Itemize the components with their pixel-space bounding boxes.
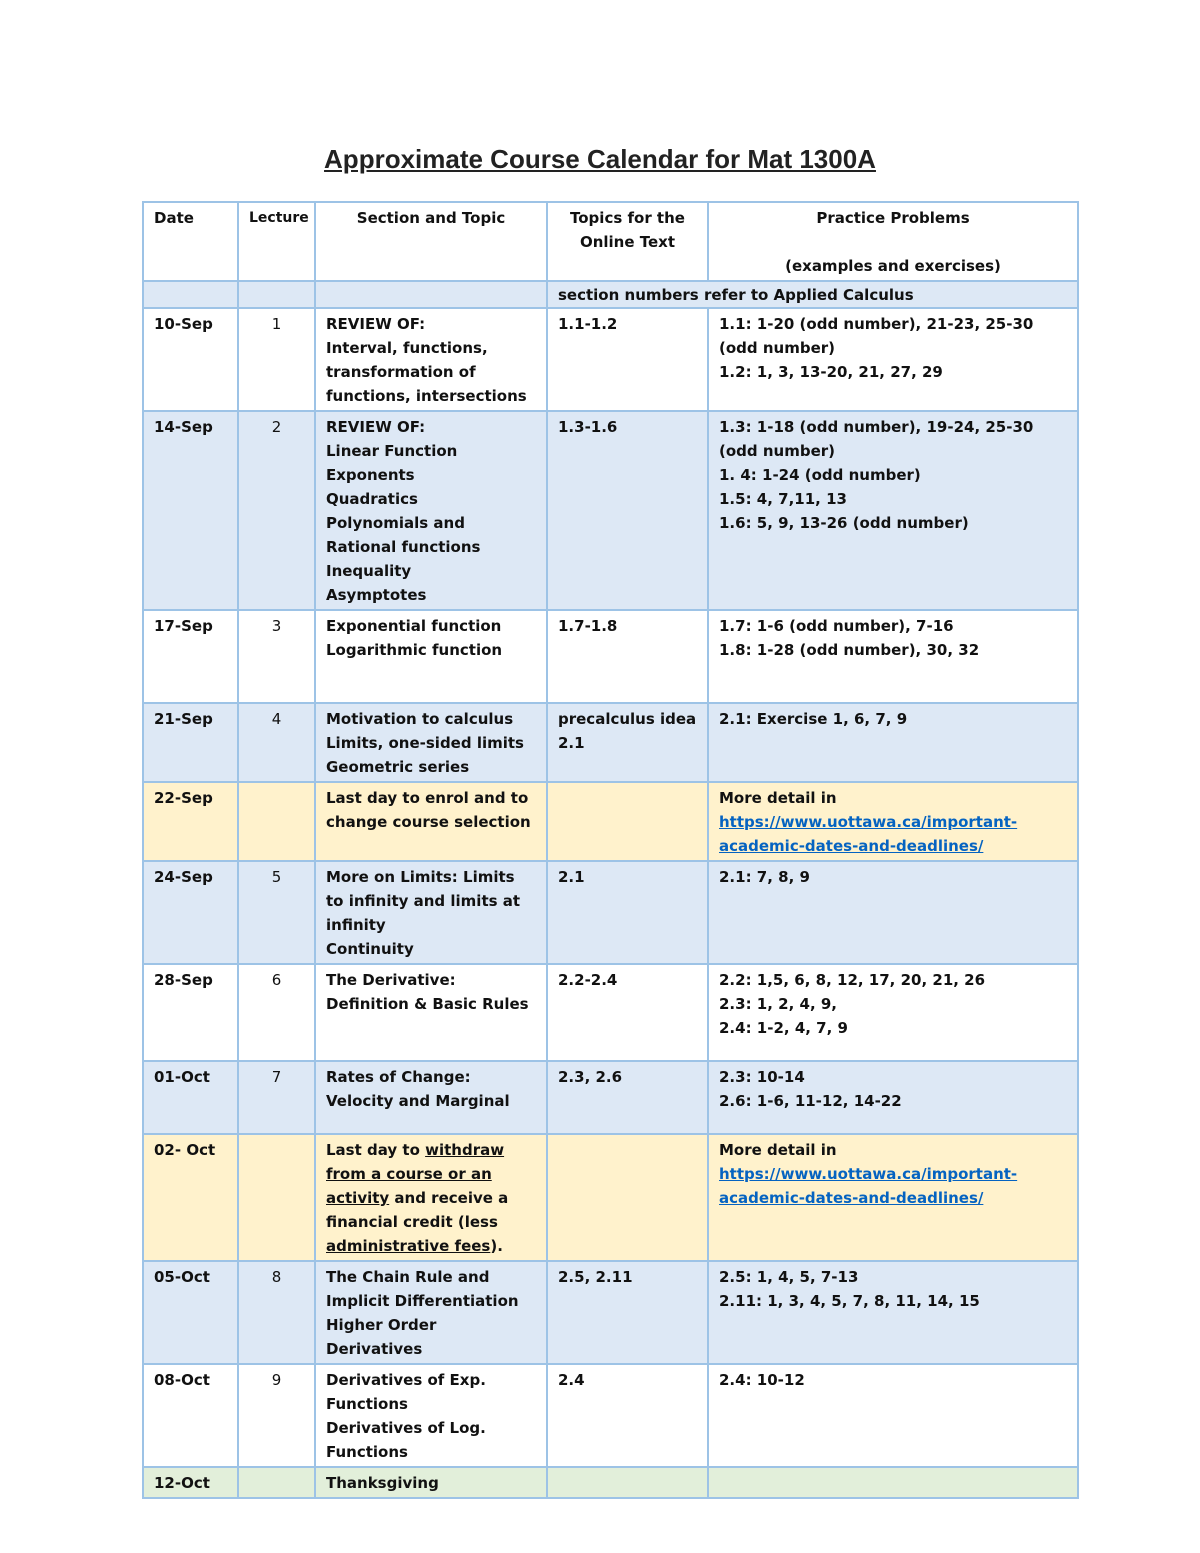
header-date: Date <box>143 202 238 281</box>
row-practice: 2.1: Exercise 1, 6, 7, 9 <box>708 703 1078 782</box>
row-topic: Last day to enrol and to change course selection <box>315 782 547 861</box>
row-topic: The Derivative: Definition & Basic Rules <box>315 964 547 1061</box>
topic-text: and receive a financial credit (less <box>326 1189 509 1231</box>
row-practice: 1.1: 1-20 (odd number), 21-23, 25-30 (odd number) 1.2: 1, 3, 13-20, 21, 27, 29 <box>708 308 1078 411</box>
header-lecture: Lecture <box>238 202 315 281</box>
row-date: 12-Oct <box>143 1467 238 1498</box>
row-online-text: 1.1-1.2 <box>547 308 708 411</box>
table-row <box>143 411 1078 610</box>
row-lecture: 6 <box>238 964 315 1061</box>
deadlines-link[interactable]: https://www.uottawa.ca/important-academic-dates-and-deadlines/ <box>719 1165 1018 1207</box>
row-topic: The Chain Rule and Implicit Differentiation Higher Order Derivatives <box>315 1261 547 1364</box>
withdraw-link[interactable]: withdraw from a course or an activity <box>326 1141 505 1207</box>
header-section-topic: Section and Topic <box>315 202 547 281</box>
row-online-text: 2.2-2.4 <box>547 964 708 1061</box>
row-topic: More on Limits: Limits to infinity and limits at infinity Continuity <box>315 861 547 964</box>
row-date: 01-Oct <box>143 1061 238 1134</box>
row-online-text: 2.3, 2.6 <box>547 1061 708 1134</box>
row-practice: 2.1: 7, 8, 9 <box>708 861 1078 964</box>
row-topic <box>315 1134 547 1261</box>
header-row <box>143 202 1078 281</box>
row-date: 22-Sep <box>143 782 238 861</box>
row-lecture: 7 <box>238 1061 315 1134</box>
administrative-fees-link[interactable]: administrative fees <box>326 1237 491 1255</box>
row-date: 17-Sep <box>143 610 238 703</box>
row-online-text: 1.7-1.8 <box>547 610 708 703</box>
note-text: section numbers refer to Applied Calculus <box>547 281 1078 308</box>
row-lecture: 3 <box>238 610 315 703</box>
table-row <box>143 1134 1078 1261</box>
row-online-text: 2.5, 2.11 <box>547 1261 708 1364</box>
row-date: 05-Oct <box>143 1261 238 1364</box>
table-row <box>143 308 1078 411</box>
row-practice: 1.7: 1-6 (odd number), 7-16 1.8: 1-28 (odd number), 30, 32 <box>708 610 1078 703</box>
table-row <box>143 1467 1078 1498</box>
more-detail-label: More detail in <box>719 1141 837 1159</box>
row-practice <box>708 1467 1078 1498</box>
table-row <box>143 1364 1078 1467</box>
row-date: 28-Sep <box>143 964 238 1061</box>
row-practice <box>708 782 1078 861</box>
row-topic: Exponential function Logarithmic function <box>315 610 547 703</box>
row-online-text <box>547 1467 708 1498</box>
row-online-text: 2.4 <box>547 1364 708 1467</box>
note-row <box>143 281 1078 308</box>
row-lecture <box>238 1134 315 1261</box>
header-online-text: Topics for the Online Text <box>547 202 708 281</box>
row-lecture: 9 <box>238 1364 315 1467</box>
row-date: 10-Sep <box>143 308 238 411</box>
row-topic: Derivatives of Exp. Functions Derivatives of Log. Functions <box>315 1364 547 1467</box>
row-online-text: 2.1 <box>547 861 708 964</box>
row-topic: REVIEW OF: Linear Function Exponents Quadratics Polynomials and Rational functions Inequality Asymptotes <box>315 411 547 610</box>
page-title: Approximate Course Calendar for Mat 1300A <box>324 144 876 174</box>
table-row <box>143 861 1078 964</box>
row-date: 24-Sep <box>143 861 238 964</box>
row-topic: Rates of Change: Velocity and Marginal <box>315 1061 547 1134</box>
row-practice <box>708 1134 1078 1261</box>
note-spacer <box>143 281 238 308</box>
topic-text: Last day to <box>326 1141 426 1159</box>
row-online-text <box>547 782 708 861</box>
row-lecture: 8 <box>238 1261 315 1364</box>
row-lecture <box>238 1467 315 1498</box>
more-detail-label: More detail in <box>719 789 837 807</box>
row-lecture: 4 <box>238 703 315 782</box>
row-date: 14-Sep <box>143 411 238 610</box>
table-row <box>143 1261 1078 1364</box>
row-practice: 1.3: 1-18 (odd number), 19-24, 25-30 (odd number) 1. 4: 1-24 (odd number) 1.5: 4, 7,11, 13 1.6: 5, 9, 13-26 (odd number) <box>708 411 1078 610</box>
table-row <box>143 964 1078 1061</box>
row-practice: 2.5: 1, 4, 5, 7-13 2.11: 1, 3, 4, 5, 7, 8, 11, 14, 15 <box>708 1261 1078 1364</box>
row-topic: Thanksgiving <box>315 1467 547 1498</box>
row-date: 02- Oct <box>143 1134 238 1261</box>
row-date: 08-Oct <box>143 1364 238 1467</box>
row-lecture: 1 <box>238 308 315 411</box>
row-online-text <box>547 1134 708 1261</box>
row-topic: Motivation to calculus Limits, one-sided limits Geometric series <box>315 703 547 782</box>
note-spacer <box>315 281 547 308</box>
row-date: 21-Sep <box>143 703 238 782</box>
row-lecture <box>238 782 315 861</box>
header-practice: Practice Problems (examples and exercises) <box>708 202 1078 281</box>
table-row <box>143 703 1078 782</box>
row-practice: 2.2: 1,5, 6, 8, 12, 17, 20, 21, 26 2.3: 1, 2, 4, 9, 2.4: 1-2, 4, 7, 9 <box>708 964 1078 1061</box>
row-topic: REVIEW OF: Interval, functions, transformation of functions, intersections <box>315 308 547 411</box>
row-lecture: 2 <box>238 411 315 610</box>
row-practice: 2.4: 10-12 <box>708 1364 1078 1467</box>
note-spacer <box>238 281 315 308</box>
row-online-text: precalculus idea 2.1 <box>547 703 708 782</box>
table-row <box>143 782 1078 861</box>
row-practice: 2.3: 10-14 2.6: 1-6, 11-12, 14-22 <box>708 1061 1078 1134</box>
course-calendar-table <box>142 201 1079 1499</box>
deadlines-link[interactable]: https://www.uottawa.ca/important-academic-dates-and-deadlines/ <box>719 813 1018 855</box>
table-row <box>143 610 1078 703</box>
row-lecture: 5 <box>238 861 315 964</box>
row-online-text: 1.3-1.6 <box>547 411 708 610</box>
table-row <box>143 1061 1078 1134</box>
topic-text: ). <box>490 1237 503 1255</box>
